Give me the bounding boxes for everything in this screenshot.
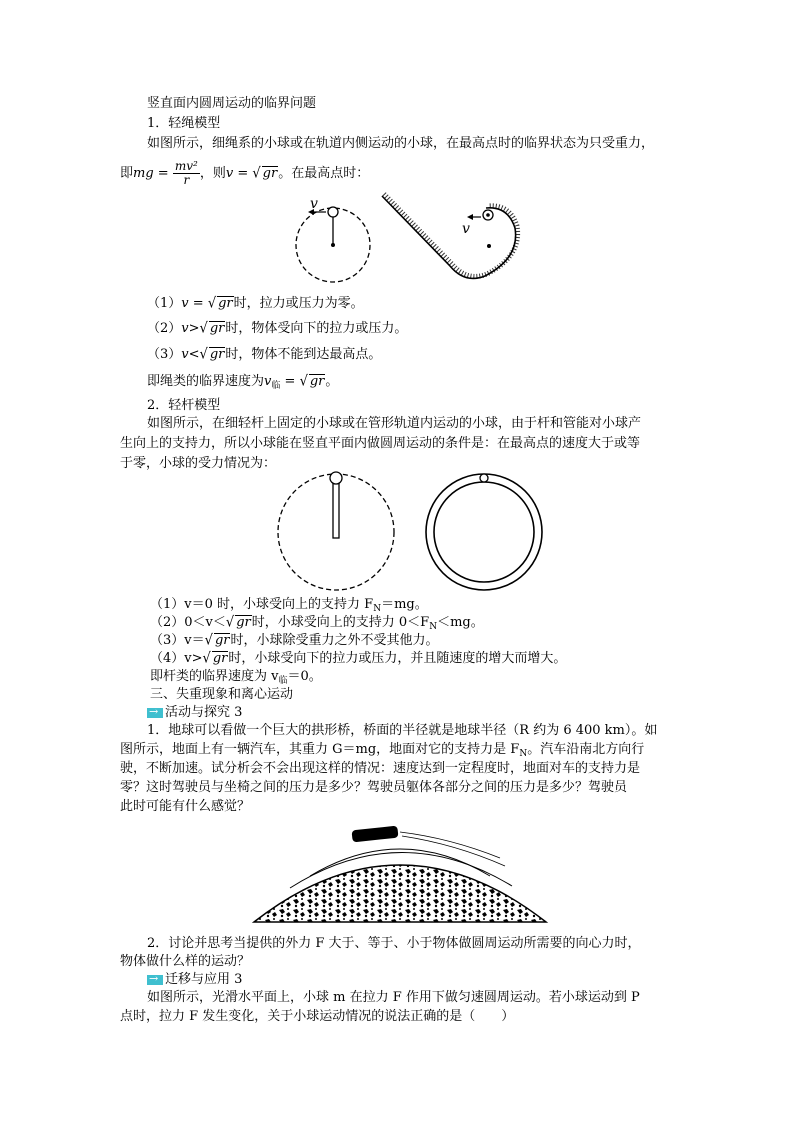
rope-item-1	[147, 296, 364, 312]
text: 。	[325, 374, 339, 389]
question1-line2	[120, 742, 644, 762]
rope-model-paragraph-line1: 如图所示，细绳系的小球或在轨道内侧运动的小球，在最高点时的临界状态为只受重力，	[147, 136, 655, 151]
track-center-dot	[487, 244, 491, 248]
rod-item-2	[150, 615, 484, 635]
transfer-line2: 点时，拉力 F 发生变化，关于小球运动情况的说法正确的是（ ）	[120, 1009, 515, 1024]
question1-line1: 1．地球可以看做一个巨大的拱形桥，桥面的半径就是地球半径（R 约为 6 400 km）。如	[147, 723, 658, 738]
text: ，则	[199, 166, 226, 181]
subscript: N	[373, 604, 382, 614]
text: 即杆类的临界速度为 v	[150, 669, 279, 684]
arrow-tag-icon	[147, 708, 163, 718]
transfer-tag	[147, 972, 242, 988]
math-var: v	[181, 321, 189, 336]
earth-surface	[254, 865, 546, 922]
arrow-tag-icon	[147, 975, 163, 985]
text: 时，物体不能到达最高点。	[225, 347, 382, 362]
radicand: gr	[212, 651, 228, 666]
rod-model-paragraph-line2: 生向上的支持力，所以小球能在竖直平面内做圆周运动的条件是：在最高点的速度大于或等	[120, 436, 641, 451]
text: 时，拉力或压力为零。	[233, 296, 364, 311]
text: 图所示，地面上有一辆汽车，其重力 G＝mg，地面对它的支持力是 F	[120, 742, 520, 757]
velocity-label: v	[310, 196, 318, 212]
subscript: 临	[271, 381, 281, 391]
question2-line2: 物体做什么样的运动？	[120, 954, 251, 969]
radicand: gr	[214, 633, 230, 648]
ball	[330, 472, 342, 484]
math-op: >	[188, 321, 200, 336]
activity-tag	[147, 705, 242, 721]
rope-model-equation-line	[120, 160, 369, 187]
text: 即绳类的临界速度为	[147, 374, 265, 389]
radicand: gr	[236, 615, 251, 630]
sqrt-sign: √	[199, 320, 208, 337]
rope-model-figure	[290, 188, 530, 293]
sqrt-sign: √	[299, 373, 308, 390]
velocity-label: v	[462, 221, 470, 237]
item-number: （4）	[150, 651, 185, 666]
radicand: gr	[209, 321, 225, 336]
tube-inner	[434, 482, 534, 582]
radicand: gr	[218, 296, 233, 311]
text: 时，小球受向上的支持力 0＜F	[251, 615, 430, 630]
question1-line4: 零？这时驾驶员与坐椅之间的压力是多少？驾驶员躯体各部分之间的压力是多少？驾驶员	[120, 780, 628, 795]
rod-item-3	[150, 633, 439, 649]
item-number: （1）	[150, 597, 185, 612]
weightlessness-heading: 三、失重现象和离心运动	[150, 687, 294, 702]
rope-item-3	[147, 347, 381, 363]
tube-ball	[480, 474, 488, 482]
rod-model-heading: 2．轻杆模型	[147, 398, 221, 413]
text: ＝0。	[287, 669, 322, 684]
sqrt-sign: √	[252, 165, 261, 182]
subscript: N	[519, 749, 528, 759]
text: 0＜v＜	[184, 615, 226, 630]
radicand: gr	[262, 166, 278, 181]
rod-model-paragraph-line1: 如图所示，在细轻杆上固定的小球或在管形轨道内运动的小球，由于杆和管能对小球产	[147, 416, 642, 431]
math-var: v	[225, 166, 234, 181]
item-number: （2）	[150, 615, 185, 630]
question1-line5: 此时可能有什么感觉？	[120, 799, 251, 814]
text: 时，物体受向下的拉力或压力。	[225, 321, 408, 336]
rope-conclusion	[147, 374, 338, 394]
math-op: <	[188, 347, 200, 362]
tube-outer	[426, 474, 542, 590]
fraction	[173, 160, 200, 187]
ball	[328, 207, 338, 217]
item-number: （2）	[147, 321, 182, 336]
text: 时，小球受向下的拉力或压力，并且随速度的增大而增大。	[228, 651, 567, 666]
text: ＝mg。	[381, 597, 428, 612]
sqrt-sign: √	[202, 650, 211, 667]
math-op: =	[280, 374, 300, 389]
question2-line1: 2．讨论并思考当提供的外力 F 大于、等于、小于物体做圆周运动所需要的向心力时，	[147, 936, 641, 951]
subscript: 临	[278, 676, 288, 686]
rod-model-paragraph-line3: 于零，小球的受力情况为：	[120, 456, 277, 471]
math-op: =	[233, 166, 253, 181]
rod-item-1	[150, 597, 428, 617]
fraction-denominator: r	[183, 173, 190, 187]
text: 。在最高点时：	[278, 166, 370, 181]
text: v>	[184, 651, 203, 666]
math-op: =	[188, 296, 208, 311]
text: 即	[120, 166, 134, 181]
sqrt-sign: √	[225, 614, 235, 631]
rope-model-heading: 1．轻绳模型	[147, 116, 221, 131]
text: 时，小球除受重力之外不受其他力。	[230, 633, 439, 648]
rope-item-2	[147, 321, 407, 337]
text: v＝	[184, 633, 205, 648]
text: v＝0 时，小球受向上的支持力 F	[184, 597, 374, 612]
activity-label: 活动与探究 3	[165, 705, 243, 720]
fraction-numerator: mv²	[174, 159, 198, 173]
center-dot	[331, 243, 335, 247]
transfer-line1: 如图所示，光滑水平面上，小球 m 在拉力 F 作用下做匀速圆周运动。若小球运动到 P	[147, 990, 640, 1005]
section-title: 竖直面内圆周运动的临界问题	[147, 96, 317, 111]
sqrt-sign: √	[204, 632, 213, 649]
item-number: （1）	[147, 296, 182, 311]
text: ＜mg。	[437, 615, 484, 630]
transfer-label: 迁移与应用 3	[165, 972, 243, 987]
item-number: （3）	[150, 633, 185, 648]
radicand: gr	[209, 347, 225, 362]
subscript: N	[429, 622, 438, 632]
earth-car-figure	[250, 818, 550, 924]
item-number: （3）	[147, 347, 182, 362]
math-op: =	[153, 166, 173, 181]
math-var: v	[181, 296, 189, 311]
velocity-arrow-icon	[467, 214, 473, 220]
rod-conclusion	[150, 669, 322, 689]
text: 。汽车沿南北方向行	[527, 742, 645, 757]
math-var: v	[181, 347, 189, 362]
math-var: v	[264, 374, 272, 389]
question1-line3: 驶，不断加速。试分析会不会出现这样的情况：速度达到一定程度时，地面对车的支持力是	[120, 761, 641, 776]
rod-model-figure	[276, 468, 551, 596]
rod-item-4	[150, 651, 566, 667]
math-var: mg	[133, 166, 154, 181]
rod	[333, 482, 339, 538]
radicand: gr	[309, 374, 325, 389]
car	[351, 826, 398, 843]
sqrt-sign: √	[199, 346, 208, 363]
sqrt-sign: √	[207, 295, 217, 312]
